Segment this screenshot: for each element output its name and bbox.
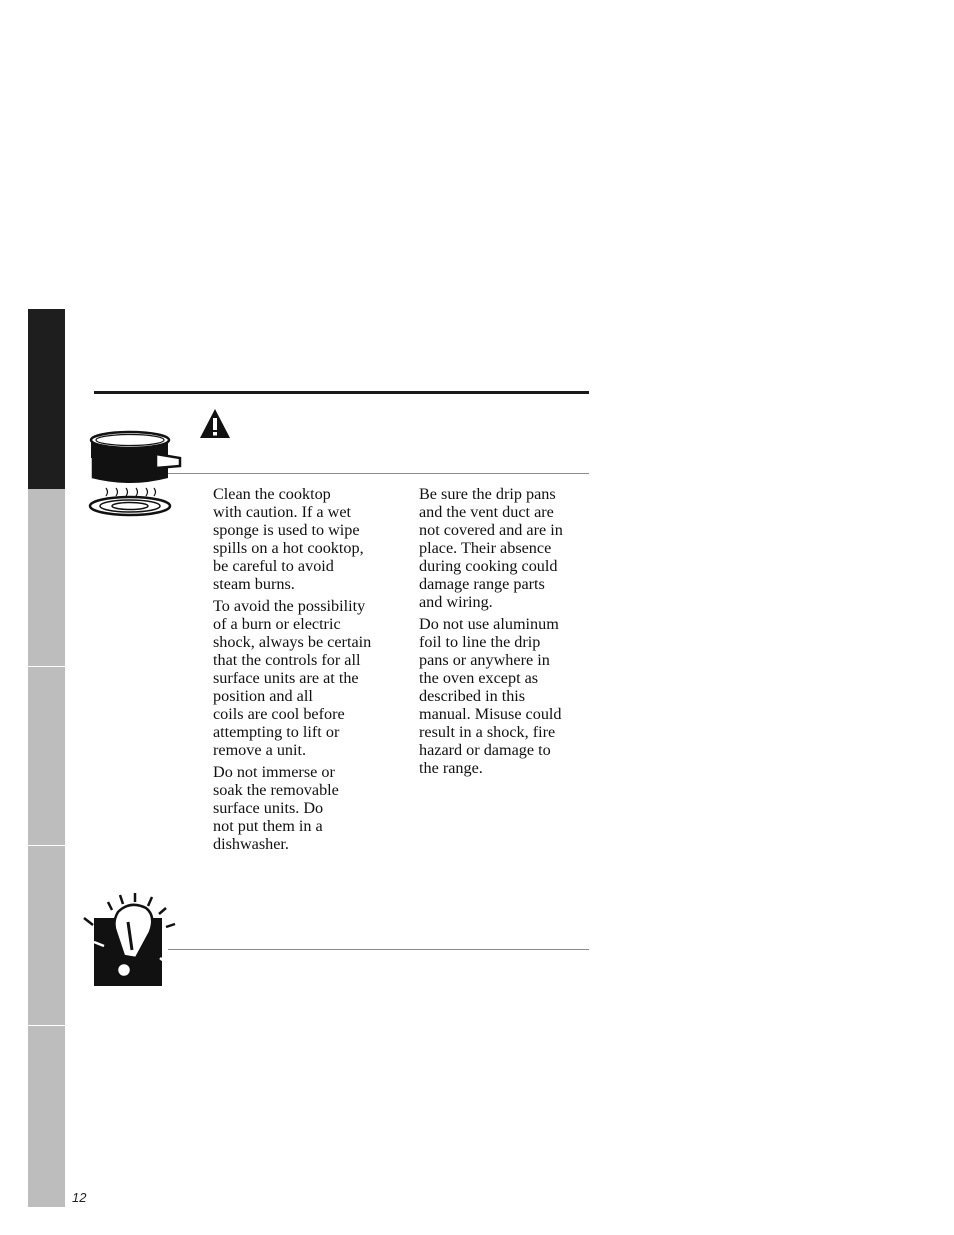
warning-triangle-icon (199, 407, 231, 439)
do-not-immerse-paragraph: Do not immerse or soak the removable surface units. Do not put them in a dishwasher. (213, 763, 339, 853)
page-number: 12 (72, 1190, 87, 1205)
right-text-column (419, 485, 589, 781)
section-top-rule (94, 391, 589, 394)
section-tab-care (28, 667, 65, 845)
controls-off-paragraph: To avoid the possibility of a burn or electric shock, always be certain that the controls for all surface units are at the position and all coils are cool before attempting to lift or remove a unit. (213, 597, 372, 759)
aluminum-foil-paragraph: Do not use aluminum foil to line the drip pans or anywhere in the oven except as described in this manual. Misuse could result in a shock, fire hazard or damage to the range. (419, 615, 562, 777)
pot-on-burner-icon (86, 428, 182, 518)
tip-divider-rule (168, 949, 589, 950)
section-tab-operating (28, 489, 65, 666)
section-tab-troubleshooting (28, 846, 65, 1025)
cooktop-caution-paragraph: Clean the cooktop with caution. If a wet sponge is used to wipe spills on a hot cooktop, be careful to avoid steam burns. (213, 485, 364, 593)
lightbulb-tip-icon (80, 892, 182, 988)
drip-pans-paragraph: Be sure the drip pans and the vent duct are not covered and are in place. Their absence during cooking could damage range parts and wiring. (419, 485, 563, 611)
section-tab-support (28, 1026, 65, 1207)
section-divider-rule (168, 473, 589, 474)
left-text-column (213, 485, 393, 857)
section-tab-safety (28, 309, 65, 489)
